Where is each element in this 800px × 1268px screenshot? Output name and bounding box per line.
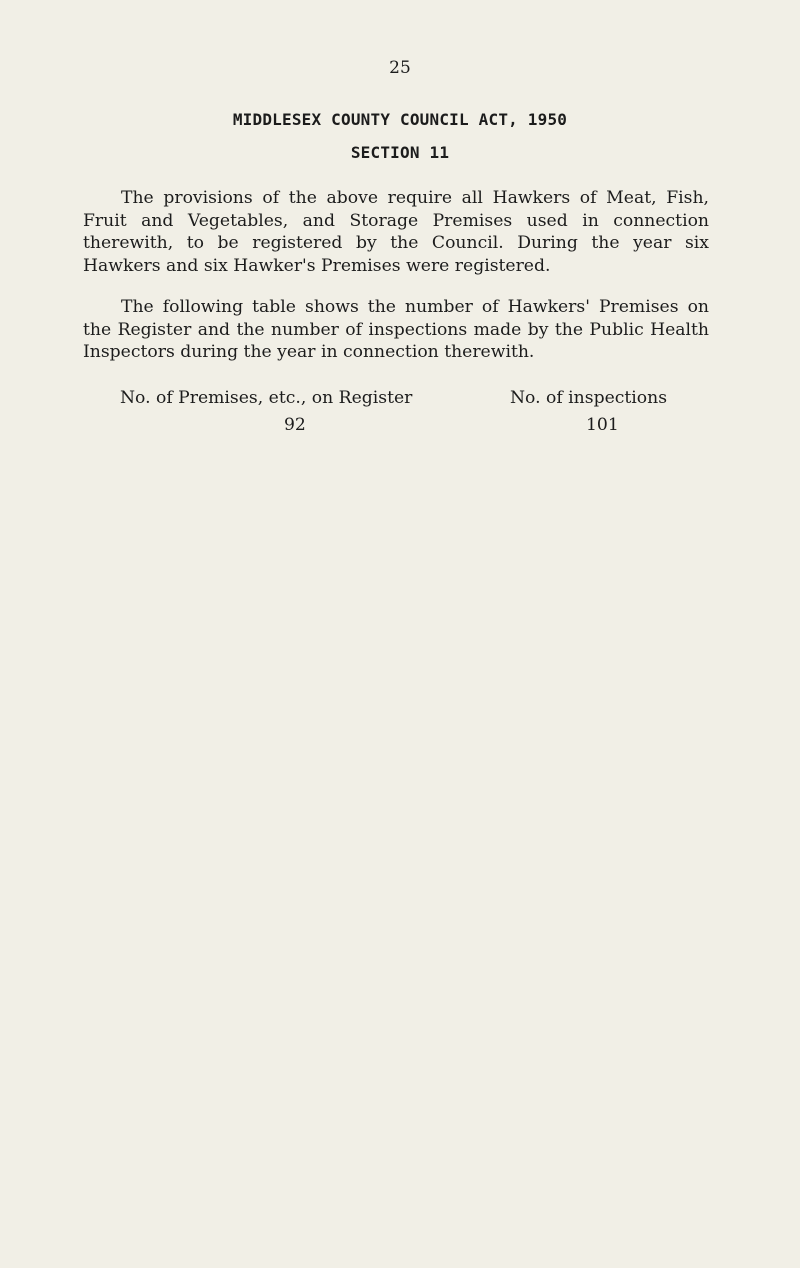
table-value-premises: 92: [284, 415, 306, 435]
section-title: SECTION 11: [350, 143, 450, 162]
paragraph-table-intro: The following table shows the number of Hawkers' Premises on the Register and the number of inspections made by the Public Health Inspectors during the year in connection therewith.: [83, 297, 709, 363]
table-value-inspections: 101: [586, 415, 619, 435]
page-number: 25: [389, 58, 411, 78]
act-title: MIDDLESEX COUNTY COUNCIL ACT, 1950: [232, 110, 568, 129]
paragraph-registration: The provisions of the above require all Hawkers of Meat, Fish, Fruit and Vegetables, and Storage Premises used in connection therewith, to be registered by the Council. During the year six Hawkers and six Hawker's Premises were registered.: [83, 188, 709, 276]
table-header-inspections: No. of inspections: [510, 388, 668, 408]
table-header-premises: No. of Premises, etc., on Register: [120, 388, 413, 408]
